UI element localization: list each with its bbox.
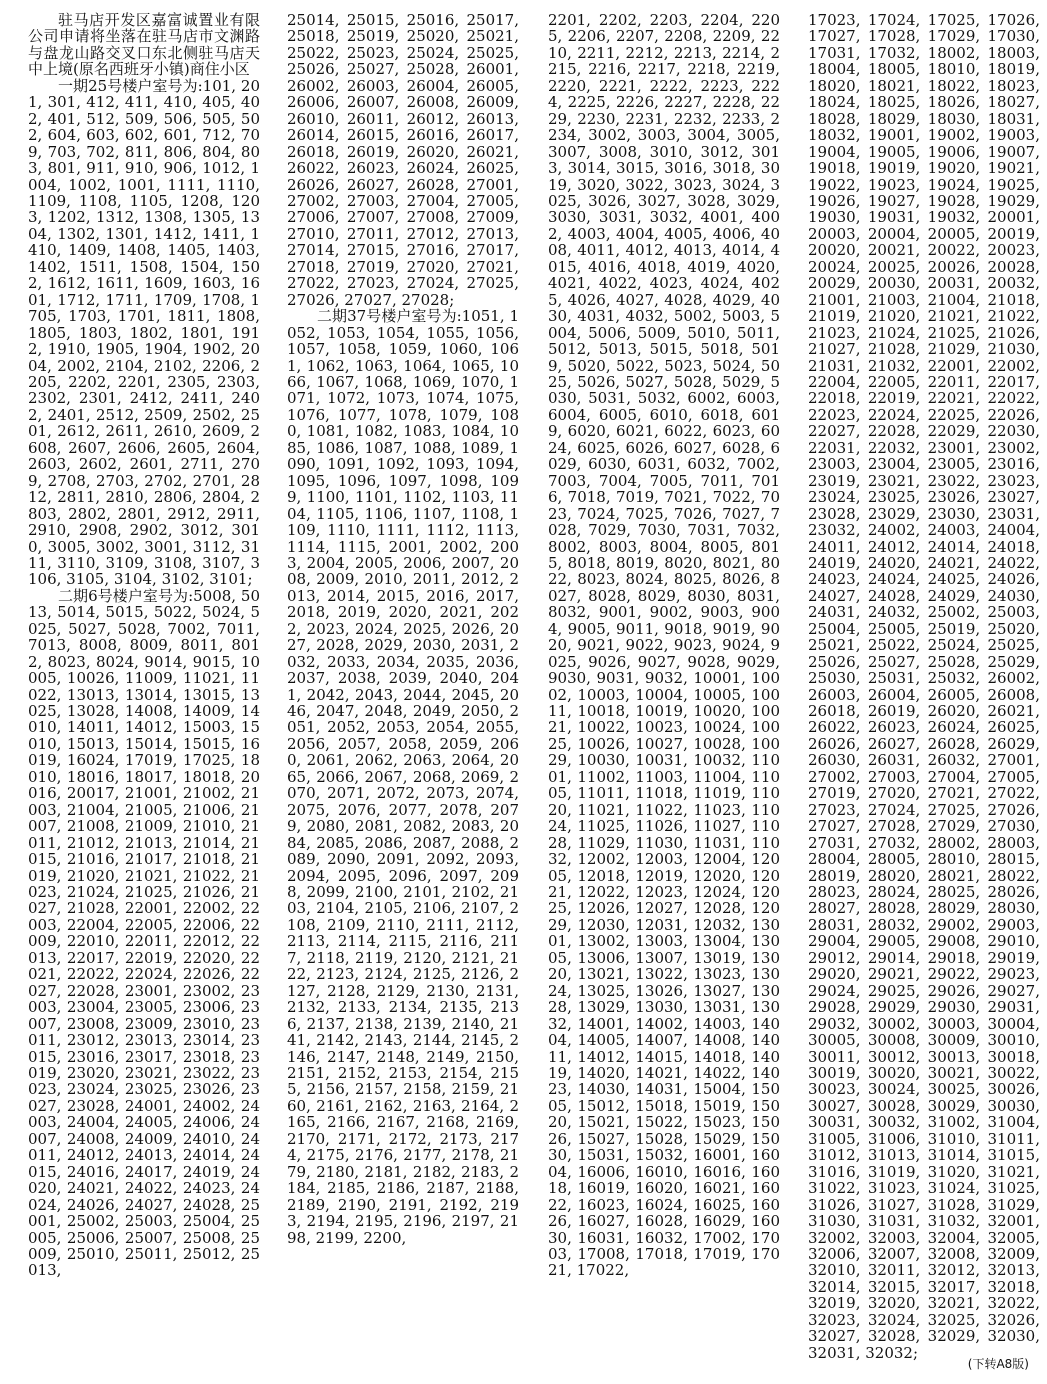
notice-intro: 驻马店开发区嘉富诚置业有限公司申请将坐落在驻马店市文渊路与盘龙山路交叉口东北侧驻马店天中上境(原名西班牙小镇)商住小区: [28, 12, 260, 79]
building-37-rooms-final: 17023, 17024, 17025, 17026, 17027, 17028, 17029, 17030, 17031, 17032, 18002, 18003, 18004, 18005, 18010, 18019, 18020, 18021, 18022, 18023, 18024, 18025, 18026, 18027, 18028, 18029, 18030, 18031, 18032, 19001, 19002, 19003, 19004, 19005, 19006, 19007, 19018, 19019, 19020, 19021, 19022, 19023, 19024, 19025, 19026, 19027, 19028, 19029, 19030, 19031, 19032, 20001, 20003, 20004, 20005, 20019, 20020, 20021, 20022, 20023, 20024, 20025, 20026, 20028, 20029, 20030, 20031, 20032, 21001, 21003, 21004, 21018, 21019, 21020, 21021, 21022, 21023, 21024, 21025, 21026, 21027, 21028, 21029, 21030, 21031, 21032, 22001, 22002, 22004, 22005, 22011, 22017, 22018, 22019, 22021, 22022, 22023, 22024, 22025, 22026, 22027, 22028, 22029, 22030, 22031, 22032, 23001, 23002, 23003, 23004, 23005, 23016, 23019, 23021, 23022, 23023, 23024, 23025, 23026, 23027, 23028, 23029, 23030, 23031, 23032, 24002, 24003, 24004, 24011, 24012, 24014, 24018, 24019, 24020, 24021, 24022, 24023, 24024, 24025, 24026, 24027, 24028, 24029, 24030, 24031, 24032, 25002, 25003, 25004, 25005, 25019, 25020, 25021, 25022, 25024, 25025, 25026, 25027, 25028, 25029, 25030, 25031, 25032, 26002, 26003, 26004, 26005, 26008, 26018, 26019, 26020, 26021, 26022, 26023, 26024, 26025, 26026, 26027, 26028, 26029, 26030, 26031, 26032, 27001, 27002, 27003, 27004, 27005, 27019, 27020, 27021, 27022, 27023, 27024, 27025, 27026, 27027, 27028, 27029, 27030, 27031, 27032, 28002, 28003, 28004, 28005, 28010, 28015, 28019, 28020, 28021, 28022, 28023, 28024, 28025, 28026, 28027, 28028, 28029, 28030, 28031, 28032, 29002, 29003, 29004, 29005, 29008, 29010, 29012, 29014, 29018, 29019, 29020, 29021, 29022, 29023, 29024, 29025, 29026, 29027, 29028, 29029, 29030, 29031, 29032, 30002, 30003, 30004, 30005, 30008, 30009, 30010, 30011, 30012, 30013, 30018, 30019, 30020, 30021, 30022, 30023, 30024, 30025, 30026, 30027, 30028, 30029, 30030, 30031, 30032, 31002, 31004, 31005, 31006, 31010, 31011, 31012, 31013, 31014, 31015, 31016, 31019, 31020, 31021, 31022, 31023, 31024, 31025, 31026, 31027, 31028, 31029, 31030, 31031, 31032, 32001, 32002, 32003, 32004, 32005, 32006, 32007, 32008, 32009, 32010, 32011, 32012, 32013, 32014, 32015, 32017, 32018, 32019, 32020, 32021, 32022, 32023, 32024, 32025, 32026, 32027, 32028, 32029, 32030, 32031, 32032;: [808, 12, 1040, 1362]
building-6-rooms: 二期6号楼户室号为:5008, 5013, 5014, 5015, 5022, 5024, 5025, 5027, 5028, 7002, 7011, 7013, 8008, 8009, 8011, 8012, 8023, 8024, 9014, 9015, 10005, 10026, 11009, 11021, 11022, 13013, 13014, 13015, 13025, 13028, 14008, 14009, 14010, 14011, 14012, 15003, 15010, 15013, 15014, 15015, 16019, 16024, 17019, 17025, 18010, 18016, 18017, 18018, 20016, 20017, 21001, 21002, 21003, 21004, 21005, 21006, 21007, 21008, 21009, 21010, 21011, 21012, 21013, 21014, 21015, 21016, 21017, 21018, 21019, 21020, 21021, 21022, 21023, 21024, 21025, 21026, 21027, 21028, 22001, 22002, 22003, 22004, 22005, 22006, 22009, 22010, 22011, 22012, 22013, 22017, 22019, 22020, 22021, 22022, 22024, 22026, 22027, 22028, 23001, 23002, 23003, 23004, 23005, 23006, 23007, 23008, 23009, 23010, 23011, 23012, 23013, 23014, 23015, 23016, 23017, 23018, 23019, 23020, 23021, 23022, 23023, 23024, 23025, 23026, 23027, 23028, 24001, 24002, 24003, 24004, 24005, 24006, 24007, 24008, 24009, 24010, 24011, 24012, 24013, 24014, 24015, 24016, 24017, 24019, 24020, 24021, 24022, 24023, 24024, 24026, 24027, 24028, 25001, 25002, 25003, 25004, 25005, 25006, 25007, 25008, 25009, 25010, 25011, 25012, 25013,: [28, 586, 260, 1280]
building-25-rooms: 一期25号楼户室号为:101, 201, 301, 412, 411, 410, 405, 402, 401, 512, 509, 506, 505, 502, 604, 603, 602, 601, 712, 709, 703, 702, 811, 806, 804, 803, 801, 911, 910, 906, 1012, 1004, 1002, 1001, 1111, 1110, 1109, 1108, 1105, 1208, 1203, 1202, 1312, 1308, 1305, 1304, 1302, 1301, 1412, 1411, 1410, 1409, 1408, 1405, 1403, 1402, 1511, 1508, 1504, 1502, 1612, 1611, 1609, 1603, 1601, 1712, 1711, 1709, 1708, 1705, 1703, 1701, 1811, 1808, 1805, 1803, 1802, 1801, 1912, 1910, 1905, 1904, 1902, 2004, 2002, 2104, 2102, 2206, 2205, 2202, 2201, 2305, 2303, 2302, 2301, 2412, 2411, 2402, 2401, 2512, 2509, 2502, 2501, 2612, 2611, 2610, 2609, 2608, 2607, 2606, 2605, 2604, 2603, 2602, 2601, 2711, 2709, 2708, 2703, 2702, 2701, 2812, 2811, 2810, 2806, 2804, 2803, 2802, 2801, 2912, 2911, 2910, 2908, 2902, 3012, 3010, 3005, 3002, 3001, 3112, 3111, 3110, 3109, 3108, 3107, 3106, 3105, 3104, 3102, 3101;: [28, 76, 260, 589]
building-37-rooms-continued: 2201, 2202, 2203, 2204, 2205, 2206, 2207, 2208, 2209, 2210, 2211, 2212, 2213, 2214, 2215, 2216, 2217, 2218, 2219, 2220, 2221, 2222, 2223, 2224, 2225, 2226, 2227, 2228, 2229, 2230, 2231, 2232, 2233, 2234, 3002, 3003, 3004, 3005, 3007, 3008, 3010, 3012, 3013, 3014, 3015, 3016, 3018, 3019, 3020, 3022, 3023, 3024, 3025, 3026, 3027, 3028, 3029, 3030, 3031, 3032, 4001, 4002, 4003, 4004, 4005, 4006, 4008, 4011, 4012, 4013, 4014, 4015, 4016, 4018, 4019, 4020, 4021, 4022, 4023, 4024, 4025, 4026, 4027, 4028, 4029, 4030, 4031, 4032, 5002, 5003, 5004, 5006, 5009, 5010, 5011, 5012, 5013, 5015, 5018, 5019, 5020, 5022, 5023, 5024, 5025, 5026, 5027, 5028, 5029, 5030, 5031, 5032, 6002, 6003, 6004, 6005, 6010, 6018, 6019, 6020, 6021, 6022, 6023, 6024, 6025, 6026, 6027, 6028, 6029, 6030, 6031, 6032, 7002, 7003, 7004, 7005, 7011, 7016, 7018, 7019, 7021, 7022, 7023, 7024, 7025, 7026, 7027, 7028, 7029, 7030, 7031, 7032, 8002, 8003, 8004, 8005, 8015, 8018, 8019, 8020, 8021, 8022, 8023, 8024, 8025, 8026, 8027, 8028, 8029, 8030, 8031, 8032, 9001, 9002, 9003, 9004, 9005, 9011, 9018, 9019, 9020, 9021, 9022, 9023, 9024, 9025, 9026, 9027, 9028, 9029, 9030, 9031, 9032, 10001, 10002, 10003, 10004, 10005, 10011, 10018, 10019, 10020, 10021, 10022, 10023, 10024, 10025, 10026, 10027, 10028, 10029, 10030, 10031, 10032, 11001, 11002, 11003, 11004, 11005, 11011, 11018, 11019, 11020, 11021, 11022, 11023, 11024, 11025, 11026, 11027, 11028, 11029, 11030, 11031, 11032, 12002, 12003, 12004, 12005, 12018, 12019, 12020, 12021, 12022, 12023, 12024, 12025, 12026, 12027, 12028, 12029, 12030, 12031, 12032, 13001, 13002, 13003, 13004, 13005, 13006, 13007, 13019, 13020, 13021, 13022, 13023, 13024, 13025, 13026, 13027, 13028, 13029, 13030, 13031, 13032, 14001, 14002, 14003, 14004, 14005, 14007, 14008, 14011, 14012, 14015, 14018, 14019, 14020, 14021, 14022, 14023, 14030, 14031, 15004, 15005, 15012, 15018, 15019, 15020, 15021, 15022, 15023, 15026, 15027, 15028, 15029, 15030, 15031, 15032, 16001, 16004, 16006, 16010, 16016, 16018, 16019, 16020, 16021, 16022, 16023, 16024, 16025, 16026, 16027, 16028, 16029, 16030, 16031, 16032, 17002, 17003, 17008, 17018, 17019, 17021, 17022,: [548, 12, 780, 1280]
text-column-4: [808, 12, 1040, 1372]
text-column-1: [28, 12, 260, 1372]
continued-note: (下转A8版): [967, 1357, 1029, 1371]
text-column-2: [287, 12, 519, 1372]
text-column-3: [548, 12, 780, 1372]
building-6-rooms-continued: 25014, 25015, 25016, 25017, 25018, 25019, 25020, 25021, 25022, 25023, 25024, 25025, 25026, 25027, 25028, 26001, 26002, 26003, 26004, 26005, 26006, 26007, 26008, 26009, 26010, 26011, 26012, 26013, 26014, 26015, 26016, 26017, 26018, 26019, 26020, 26021, 26022, 26023, 26024, 26025, 26026, 26027, 26028, 27001, 27002, 27003, 27004, 27005, 27006, 27007, 27008, 27009, 27010, 27011, 27012, 27013, 27014, 27015, 27016, 27017, 27018, 27019, 27020, 27021, 27022, 27023, 27024, 27025, 27026, 27027, 27028;: [287, 12, 519, 309]
building-37-rooms: 二期37号楼户室号为:1051, 1052, 1053, 1054, 1055, 1056, 1057, 1058, 1059, 1060, 1061, 1062, 1063, 1064, 1065, 1066, 1067, 1068, 1069, 1070, 1071, 1072, 1073, 1074, 1075, 1076, 1077, 1078, 1079, 1080, 1081, 1082, 1083, 1084, 1085, 1086, 1087, 1088, 1089, 1090, 1091, 1092, 1093, 1094, 1095, 1096, 1097, 1098, 1099, 1100, 1101, 1102, 1103, 1104, 1105, 1106, 1107, 1108, 1109, 1110, 1111, 1112, 1113, 1114, 1115, 2001, 2002, 2003, 2004, 2005, 2006, 2007, 2008, 2009, 2010, 2011, 2012, 2013, 2014, 2015, 2016, 2017, 2018, 2019, 2020, 2021, 2022, 2023, 2024, 2025, 2026, 2027, 2028, 2029, 2030, 2031, 2032, 2033, 2034, 2035, 2036, 2037, 2038, 2039, 2040, 2041, 2042, 2043, 2044, 2045, 2046, 2047, 2048, 2049, 2050, 2051, 2052, 2053, 2054, 2055, 2056, 2057, 2058, 2059, 2060, 2061, 2062, 2063, 2064, 2065, 2066, 2067, 2068, 2069, 2070, 2071, 2072, 2073, 2074, 2075, 2076, 2077, 2078, 2079, 2080, 2081, 2082, 2083, 2084, 2085, 2086, 2087, 2088, 2089, 2090, 2091, 2092, 2093, 2094, 2095, 2096, 2097, 2098, 2099, 2100, 2101, 2102, 2103, 2104, 2105, 2106, 2107, 2108, 2109, 2110, 2111, 2112, 2113, 2114, 2115, 2116, 2117, 2118, 2119, 2120, 2121, 2122, 2123, 2124, 2125, 2126, 2127, 2128, 2129, 2130, 2131, 2132, 2133, 2134, 2135, 2136, 2137, 2138, 2139, 2140, 2141, 2142, 2143, 2144, 2145, 2146, 2147, 2148, 2149, 2150, 2151, 2152, 2153, 2154, 2155, 2156, 2157, 2158, 2159, 2160, 2161, 2162, 2163, 2164, 2165, 2166, 2167, 2168, 2169, 2170, 2171, 2172, 2173, 2174, 2175, 2176, 2177, 2178, 2179, 2180, 2181, 2182, 2183, 2184, 2185, 2186, 2187, 2188, 2189, 2190, 2191, 2192, 2193, 2194, 2195, 2196, 2197, 2198, 2199, 2200,: [287, 307, 519, 1247]
